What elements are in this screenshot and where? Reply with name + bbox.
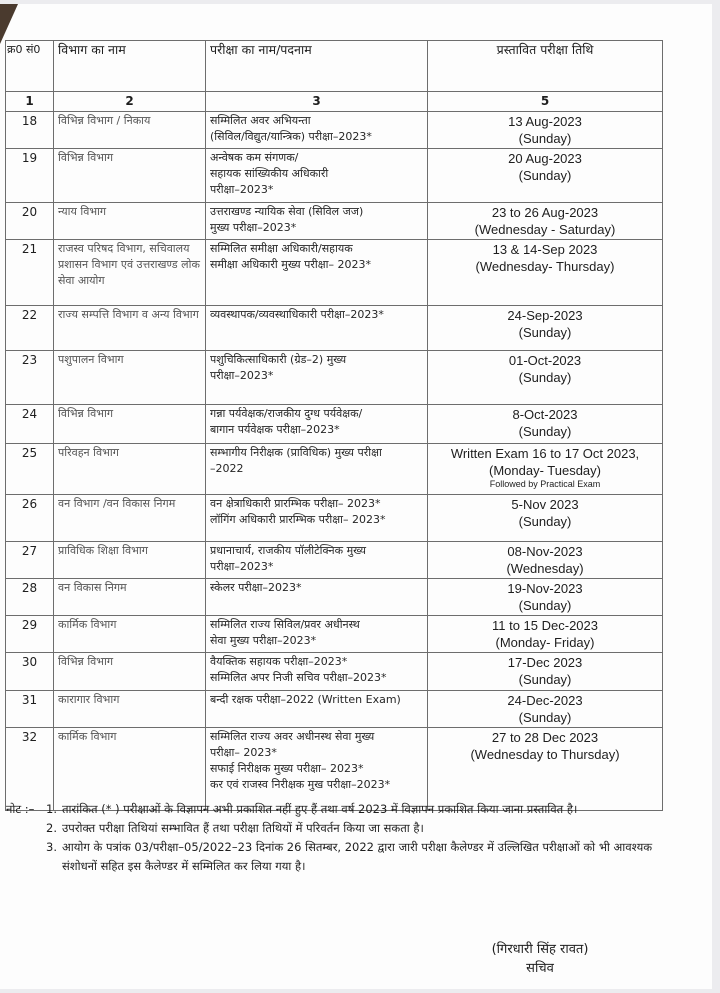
- note-number: 2.: [46, 821, 57, 835]
- note-item: [46, 819, 666, 838]
- exam-day: (Wednesday): [506, 561, 584, 576]
- exam-day: (Sunday): [518, 370, 572, 385]
- department-name: न्याय विभाग: [54, 203, 206, 240]
- proposed-date: [428, 405, 663, 444]
- proposed-date: [428, 691, 663, 728]
- exam-date: 13 & 14-Sep 2023: [492, 242, 598, 257]
- exam-name-line: प्रधानाचार्य, राजकीय पॉलीटेक्निक मुख्य: [210, 544, 366, 557]
- note-item: [46, 800, 666, 819]
- exam-day: (Wednesday- Thursday): [475, 259, 615, 274]
- exam-name-line: लॉगिंग अधिकारी प्रारम्भिक परीक्षा– 2023*: [210, 513, 386, 526]
- proposed-date: [428, 616, 663, 653]
- note-text: तारांकित (* ) परीक्षाओं के विज्ञापन अभी प्रकाशित नहीं हुए हैं तथा वर्ष 2023 में विज्ञापन प्रकाशित किया जाना प्रस्तावित है।: [62, 802, 578, 816]
- page-corner-shadow: [0, 4, 18, 44]
- exam-name-line: सम्मिलित अवर अभियन्ता: [210, 114, 311, 127]
- proposed-date: [428, 240, 663, 306]
- exam-date: 13 Aug-2023: [508, 114, 582, 129]
- exam-day: (Wednesday to Thursday): [470, 747, 620, 762]
- table-row: [6, 444, 663, 495]
- department-name: वन विभाग /वन विकास निगम: [54, 495, 206, 542]
- exam-day: (Sunday): [518, 710, 572, 725]
- serial-number: 27: [6, 542, 54, 579]
- exam-name: [206, 203, 428, 240]
- table-row: [6, 112, 663, 149]
- exam-name: [206, 616, 428, 653]
- exam-name-line: परीक्षा–2023*: [210, 183, 274, 196]
- serial-number: 24: [6, 405, 54, 444]
- exam-name: [206, 149, 428, 203]
- department-name: विभिन्न विभाग: [54, 653, 206, 691]
- signatory-designation: सचिव: [526, 961, 554, 976]
- proposed-date: [428, 495, 663, 542]
- table-row: [6, 691, 663, 728]
- exam-name: [206, 653, 428, 691]
- exam-day: (Sunday): [518, 514, 572, 529]
- exam-name-line: सम्मिलित अपर निजी सचिव परीक्षा–2023*: [210, 671, 387, 684]
- exam-name-line: मुख्य परीक्षा–2023*: [210, 221, 297, 234]
- serial-number: 18: [6, 112, 54, 149]
- exam-name: [206, 351, 428, 405]
- exam-name-line: परीक्षा–2023*: [210, 369, 274, 382]
- exam-name: [206, 112, 428, 149]
- signature-block: [455, 940, 625, 978]
- department-name: प्राविधिक शिक्षा विभाग: [54, 542, 206, 579]
- table-row: [6, 203, 663, 240]
- table-row: [6, 149, 663, 203]
- note-text: आयोग के पत्रांक 03/परीक्षा–05/2022–23 दिनांक 26 सितम्बर, 2022 द्वारा जारी परीक्षा कैलेण्डर में उल्लिखित परीक्षाओं को भी आवश्यक संशोधनों सहित इस कैलेण्डर में सम्मिलित कर लिया गया है।: [62, 840, 653, 873]
- department-name: विभिन्न विभाग: [54, 405, 206, 444]
- proposed-date: [428, 542, 663, 579]
- exam-name-line: सम्भागीय निरीक्षक (प्राविधिक) मुख्य परीक्षा: [210, 446, 382, 459]
- exam-day: (Sunday): [518, 168, 572, 183]
- department-name: परिवहन विभाग: [54, 444, 206, 495]
- exam-name: [206, 691, 428, 728]
- exam-name-line: अन्वेषक कम संगणक/: [210, 151, 299, 164]
- exam-date: 01-Oct-2023: [508, 353, 582, 368]
- exam-date: 8-Oct-2023: [512, 407, 578, 422]
- exam-date: Written Exam 16 to 17 Oct 2023,: [450, 446, 640, 461]
- table-row: [6, 306, 663, 351]
- table-row: [6, 240, 663, 306]
- note-item: [46, 838, 666, 876]
- exam-day: (Sunday): [518, 672, 572, 687]
- header-department: विभाग का नाम: [54, 41, 206, 92]
- department-name: विभिन्न विभाग / निकाय: [54, 112, 206, 149]
- proposed-date: [428, 579, 663, 616]
- header-serial-no: क्र0 सं0: [6, 41, 54, 92]
- proposed-date: [428, 444, 663, 495]
- column-number: 2: [54, 92, 206, 112]
- exam-name-line: बन्दी रक्षक परीक्षा–2022 (Written Exam): [210, 693, 401, 706]
- proposed-date: [428, 112, 663, 149]
- table-header-row: [6, 41, 663, 92]
- exam-name-line: सम्मिलित समीक्षा अधिकारी/सहायक: [210, 242, 353, 255]
- exam-date: 24-Sep-2023: [507, 308, 583, 323]
- exam-name-line: गन्ना पर्यवेक्षक/राजकीय दुग्ध पर्यवेक्षक/: [210, 407, 363, 420]
- exam-name-line: वैयक्तिक सहायक परीक्षा–2023*: [210, 655, 348, 668]
- exam-name: [206, 240, 428, 306]
- exam-date: 11 to 15 Dec-2023: [492, 618, 598, 633]
- department-name: कार्मिक विभाग: [54, 616, 206, 653]
- serial-number: 20: [6, 203, 54, 240]
- exam-name-line: वन क्षेत्राधिकारी प्रारम्भिक परीक्षा– 2023*: [210, 497, 381, 510]
- exam-date: 23 to 26 Aug-2023: [491, 205, 599, 220]
- table-row: [6, 728, 663, 811]
- proposed-date: [428, 653, 663, 691]
- exam-day: (Sunday): [518, 325, 572, 340]
- notes-section: [6, 800, 666, 876]
- exam-name-line: परीक्षा–2023*: [210, 560, 274, 573]
- serial-number: 22: [6, 306, 54, 351]
- exam-name-line: पशुचिकित्साधिकारी (ग्रेड–2) मुख्य: [210, 353, 347, 366]
- exam-calendar-table: [5, 40, 663, 811]
- exam-day: (Wednesday - Saturday): [474, 222, 616, 237]
- exam-day: (Monday- Friday): [495, 635, 595, 650]
- header-exam-name: परीक्षा का नाम/पदनाम: [206, 41, 428, 92]
- exam-name: [206, 405, 428, 444]
- proposed-date: [428, 149, 663, 203]
- proposed-date: [428, 351, 663, 405]
- exam-date: 20 Aug-2023: [508, 151, 582, 166]
- serial-number: 25: [6, 444, 54, 495]
- note-number: 1.: [46, 802, 57, 816]
- serial-number: 31: [6, 691, 54, 728]
- exam-name-line: –2022: [210, 462, 244, 475]
- exam-name-line: सम्मिलित राज्य सिविल/प्रवर अधीनस्थ: [210, 618, 360, 631]
- serial-number: 23: [6, 351, 54, 405]
- serial-number: 19: [6, 149, 54, 203]
- exam-name-line: सेवा मुख्य परीक्षा–2023*: [210, 634, 317, 647]
- department-name: राज्य सम्पत्ति विभाग व अन्य विभाग: [54, 306, 206, 351]
- exam-name-line: समीक्षा अधिकारी मुख्य परीक्षा– 2023*: [210, 258, 371, 271]
- department-name: वन विकास निगम: [54, 579, 206, 616]
- exam-name-line: सम्मिलित राज्य अवर अधीनस्थ सेवा मुख्य: [210, 730, 375, 743]
- exam-date: 19-Nov-2023: [507, 581, 583, 596]
- table-row: [6, 616, 663, 653]
- table-row: [6, 405, 663, 444]
- exam-name-line: स्केलर परीक्षा–2023*: [210, 581, 302, 594]
- serial-number: 32: [6, 728, 54, 811]
- exam-name: [206, 444, 428, 495]
- proposed-date: [428, 203, 663, 240]
- department-name: कार्मिक विभाग: [54, 728, 206, 811]
- header-proposed-date: प्रस्तावित परीक्षा तिथि: [428, 41, 663, 92]
- department-name: विभिन्न विभाग: [54, 149, 206, 203]
- column-number: 3: [206, 92, 428, 112]
- exam-name-line: परीक्षा– 2023*: [210, 746, 277, 759]
- serial-number: 28: [6, 579, 54, 616]
- exam-name: [206, 728, 428, 811]
- exam-day: (Sunday): [518, 598, 572, 613]
- exam-name-line: कर एवं राजस्व निरीक्षक मुख परीक्षा–2023*: [210, 778, 391, 791]
- serial-number: 29: [6, 616, 54, 653]
- exam-day: (Sunday): [518, 424, 572, 439]
- exam-name: [206, 495, 428, 542]
- date-note: Followed by Practical Exam: [489, 479, 601, 489]
- exam-name-line: उत्तराखण्ड न्यायिक सेवा (सिविल जज): [210, 205, 364, 218]
- column-number: 5: [428, 92, 663, 112]
- exam-date: 27 to 28 Dec 2023: [491, 730, 599, 745]
- exam-name: [206, 306, 428, 351]
- exam-day: (Sunday): [518, 131, 572, 146]
- notes-label: नोट :–: [6, 802, 35, 816]
- department-name: कारागार विभाग: [54, 691, 206, 728]
- table-row: [6, 351, 663, 405]
- serial-number: 26: [6, 495, 54, 542]
- exam-name-line: बागान पर्यवेक्षक परीक्षा–2023*: [210, 423, 340, 436]
- department-name: राजस्व परिषद विभाग, सचिवालय प्रशासन विभाग एवं उत्तराखण्ड लोक सेवा आयोग: [54, 240, 206, 306]
- exam-date: 5-Nov 2023: [511, 497, 579, 512]
- exam-date: 08-Nov-2023: [507, 544, 583, 559]
- note-text: उपरोक्त परीक्षा तिथियां सम्भावित हैं तथा परीक्षा तिथियों में परिवर्तन किया जा सकता है।: [62, 821, 424, 835]
- proposed-date: [428, 728, 663, 811]
- proposed-date: [428, 306, 663, 351]
- exam-day: (Monday- Tuesday): [489, 463, 601, 478]
- signatory-name: (गिरधारी सिंह रावत): [491, 942, 589, 957]
- exam-name-line: व्यवस्थापक/व्यवस्थाधिकारी परीक्षा–2023*: [210, 308, 384, 321]
- serial-number: 21: [6, 240, 54, 306]
- exam-name: [206, 542, 428, 579]
- exam-date: 24-Dec-2023: [507, 693, 583, 708]
- serial-number: 30: [6, 653, 54, 691]
- exam-name-line: सफाई निरीक्षक मुख्य परीक्षा– 2023*: [210, 762, 364, 775]
- table-row: [6, 495, 663, 542]
- note-number: 3.: [46, 840, 57, 854]
- column-number: 1: [6, 92, 54, 112]
- exam-name-line: सहायक सांख्यिकीय अधिकारी: [210, 167, 329, 180]
- exam-name-line: (सिविल/विद्युत/यान्त्रिक) परीक्षा–2023*: [210, 130, 372, 143]
- department-name: पशुपालन विभाग: [54, 351, 206, 405]
- table-row: [6, 653, 663, 691]
- table-row: [6, 579, 663, 616]
- exam-name: [206, 579, 428, 616]
- exam-date: 17-Dec 2023: [507, 655, 583, 670]
- column-number-row: [6, 92, 663, 112]
- table-row: [6, 542, 663, 579]
